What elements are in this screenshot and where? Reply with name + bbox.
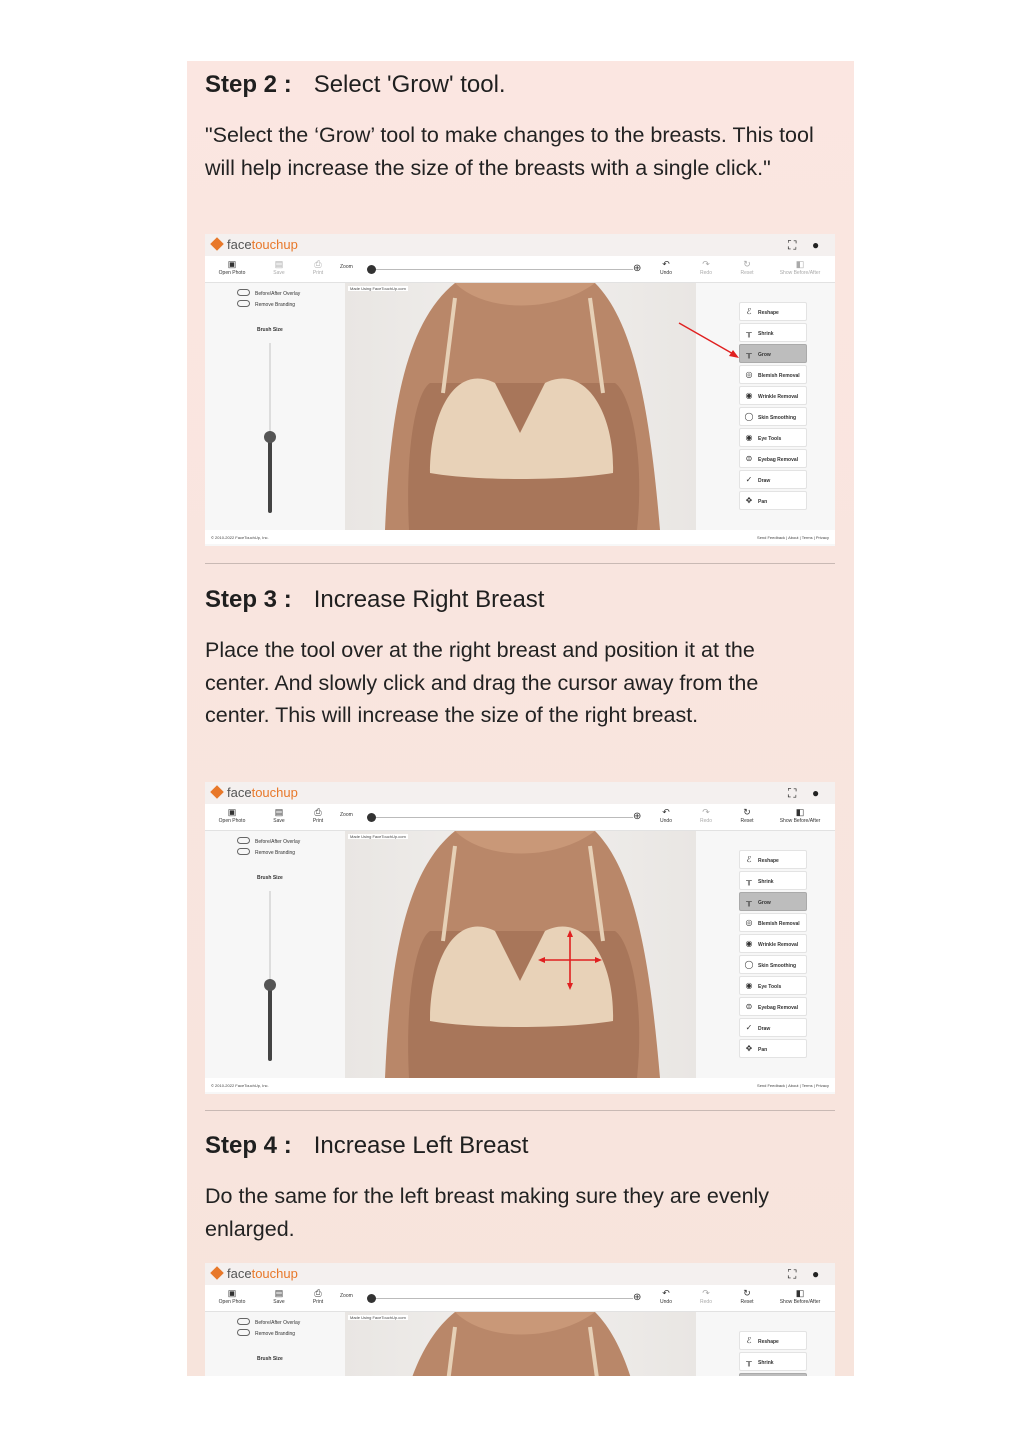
step-3-paragraph: Place the tool over at the right breast and position it at the center. And slowly click and drag the cursor away from the center. This will increase the size of the right breast.: [205, 638, 759, 727]
zoom-label: Zoom: [340, 264, 353, 270]
logo-text-b: touchup: [251, 785, 298, 800]
app-toolbar: [205, 1285, 835, 1312]
remove-branding-toggle[interactable]: Remove Branding: [237, 848, 295, 856]
open-photo-button[interactable]: [212, 807, 252, 824]
brush-size-label: Brush Size: [257, 327, 283, 333]
photo-canvas[interactable]: [345, 1312, 696, 1376]
app-footer: [205, 530, 835, 544]
zoom-slider-track[interactable]: [375, 269, 633, 270]
copyright-text: © 2010-2022 FaceTouchUp, Inc.: [211, 1083, 269, 1088]
print-label: Print: [312, 270, 324, 276]
print-button[interactable]: [298, 807, 338, 824]
zoom-slider-handle[interactable]: [367, 265, 376, 274]
before-after-overlay-toggle[interactable]: Before/After Overlay: [237, 289, 300, 297]
reset-label: Reset: [740, 1299, 754, 1305]
redo-icon: ↷: [702, 807, 710, 817]
redo-button[interactable]: [686, 259, 726, 276]
zoom-slider-handle[interactable]: [367, 813, 376, 822]
pan-icon: ✥: [745, 1044, 753, 1053]
reset-icon: ↻: [743, 807, 751, 817]
step-3-label: Step 3 :: [205, 586, 292, 613]
tool-draw[interactable]: ✓ Draw: [739, 1018, 807, 1037]
remove-branding-toggle[interactable]: Remove Branding: [237, 300, 295, 308]
tool-shrink[interactable]: ╥ Shrink: [739, 323, 807, 342]
save-label: Save: [273, 270, 285, 276]
made-using-watermark: Made Using FaceTouchUp.com: [350, 286, 406, 291]
tool-reshape[interactable]: ℰ Reshape: [739, 302, 807, 321]
torso-photo: [345, 283, 696, 530]
redo-label: Redo: [700, 270, 712, 276]
zoom-in-icon[interactable]: ⊕: [633, 811, 642, 822]
camera-icon: ▣: [227, 259, 237, 269]
tool-eyebag-removal[interactable]: ⊜ Eyebag Removal: [739, 449, 807, 468]
photo-canvas[interactable]: [345, 831, 696, 1078]
before-after-overlay-toggle[interactable]: Before/After Overlay: [237, 1318, 300, 1326]
copyright-text: © 2010-2022 FaceTouchUp, Inc.: [211, 535, 269, 540]
logo-text-b: touchup: [251, 1266, 298, 1281]
torso-photo: [345, 831, 696, 1078]
open-photo-label: Open Photo: [218, 1299, 246, 1305]
eyebag-icon: ⊜: [745, 1002, 753, 1011]
photo-canvas[interactable]: [345, 283, 696, 530]
logo-cube-icon: [210, 1266, 224, 1280]
show-before-after-label: Show Before/After: [779, 1299, 821, 1305]
reset-button[interactable]: [727, 1288, 767, 1305]
app-logo: [211, 237, 298, 252]
blemish-icon: ◎: [745, 918, 753, 927]
draw-icon: ✓: [745, 475, 753, 484]
zoom-in-icon[interactable]: ⊕: [633, 1292, 642, 1303]
zoom-slider-track[interactable]: [375, 817, 633, 818]
reset-button[interactable]: [727, 259, 767, 276]
brush-size-label: Brush Size: [257, 1356, 283, 1362]
app-topbar: [205, 234, 835, 256]
skin-icon: ◯: [744, 960, 754, 969]
tool-blemish-removal[interactable]: ◎ Blemish Removal: [739, 913, 807, 932]
tool-shrink[interactable]: ╥ Shrink: [739, 871, 807, 890]
eyebag-icon: ⊜: [745, 454, 753, 463]
redo-icon: ↷: [702, 1288, 710, 1298]
tool-wrinkle-removal[interactable]: ◉ Wrinkle Removal: [739, 386, 807, 405]
show-before-after-button[interactable]: [771, 1288, 829, 1305]
app-screenshot-1: [205, 234, 835, 546]
step-3-title: Increase Right Breast: [313, 586, 545, 613]
undo-label: Undo: [660, 818, 672, 824]
tool-eye-tools[interactable]: ◉ Eye Tools: [739, 428, 807, 447]
torso-photo: [345, 1312, 696, 1376]
reshape-icon: ℰ: [746, 855, 752, 864]
account-icon[interactable]: ●: [812, 1267, 820, 1281]
save-button[interactable]: [259, 259, 299, 276]
made-using-watermark: Made Using FaceTouchUp.com: [350, 834, 406, 839]
open-photo-label: Open Photo: [218, 270, 246, 276]
app-footer: [205, 1078, 835, 1092]
save-button[interactable]: [259, 1288, 299, 1305]
app-topbar: [205, 1263, 835, 1285]
step-4-heading: [205, 1132, 528, 1160]
app-toolbar: [205, 256, 835, 283]
save-icon: ▤: [274, 259, 284, 269]
show-before-after-label: Show Before/After: [779, 818, 821, 824]
show-before-after-button[interactable]: [771, 807, 829, 824]
blemish-icon: ◎: [745, 370, 753, 379]
redo-button[interactable]: [686, 1288, 726, 1305]
tool-grow[interactable]: [739, 1373, 807, 1376]
undo-icon: ↶: [662, 1288, 670, 1298]
undo-icon: ↶: [662, 259, 670, 269]
step-4-title: Increase Left Breast: [313, 1132, 529, 1159]
shrink-icon: ╥: [746, 876, 752, 885]
zoom-label: Zoom: [340, 1293, 353, 1299]
pan-icon: ✥: [745, 496, 753, 505]
brush-size-label: Brush Size: [257, 875, 283, 881]
print-label: Print: [312, 1299, 324, 1305]
undo-icon: ↶: [662, 807, 670, 817]
open-photo-label: Open Photo: [218, 818, 246, 824]
app-toolbar: [205, 804, 835, 831]
before-after-overlay-toggle[interactable]: Before/After Overlay: [237, 837, 300, 845]
zoom-label: Zoom: [340, 812, 353, 818]
grow-icon: ╥: [746, 897, 752, 906]
app-logo: [211, 1266, 298, 1281]
undo-button[interactable]: [646, 807, 686, 824]
step-3-heading: [205, 586, 544, 614]
app-topbar: [205, 782, 835, 804]
tool-reshape[interactable]: ℰ Reshape: [739, 850, 807, 869]
eye-icon: ◉: [745, 433, 753, 442]
step-4-paragraph: Do the same for the left breast making sure they are evenly enlarged.: [205, 1184, 770, 1241]
save-label: Save: [273, 1299, 285, 1305]
brush-size-handle[interactable]: [264, 431, 276, 443]
fullscreen-icon[interactable]: ⛶: [788, 238, 797, 252]
camera-icon: ▣: [227, 1288, 237, 1298]
grow-icon: ╥: [746, 349, 752, 358]
logo-text-a: face: [227, 237, 252, 252]
app-screenshot-3: [205, 1263, 835, 1376]
logo-text-a: face: [227, 1266, 252, 1281]
tool-grow[interactable]: ╥ Grow: [739, 344, 807, 363]
print-label: Print: [312, 818, 324, 824]
save-icon: ▤: [274, 807, 284, 817]
tool-eye-tools[interactable]: ◉ Eye Tools: [739, 976, 807, 995]
tutorial-page: [187, 61, 854, 1376]
save-button[interactable]: [259, 807, 299, 824]
logo-cube-icon: [210, 785, 224, 799]
undo-button[interactable]: [646, 259, 686, 276]
reset-label: Reset: [740, 270, 754, 276]
compare-icon: ◧: [795, 259, 805, 269]
redo-label: Redo: [700, 818, 712, 824]
fullscreen-icon[interactable]: ⛶: [788, 786, 797, 800]
fullscreen-icon[interactable]: ⛶: [788, 1267, 797, 1281]
undo-label: Undo: [660, 270, 672, 276]
tool-eyebag-removal[interactable]: ⊜ Eyebag Removal: [739, 997, 807, 1016]
show-before-after-button[interactable]: [771, 259, 829, 276]
redo-label: Redo: [700, 1299, 712, 1305]
made-using-watermark: Made Using FaceTouchUp.com: [350, 1315, 406, 1320]
brush-size-handle[interactable]: [264, 979, 276, 991]
reset-label: Reset: [740, 818, 754, 824]
app-screenshot-2: [205, 782, 835, 1094]
save-icon: ▤: [274, 1288, 284, 1298]
divider-1: [205, 563, 835, 564]
red-arrow-annotation: [675, 319, 745, 364]
brush-size-fill: [268, 435, 272, 513]
remove-branding-toggle[interactable]: Remove Branding: [237, 1329, 295, 1337]
shrink-icon: ╥: [746, 328, 752, 337]
reshape-icon: ℰ: [746, 307, 752, 316]
footer-links[interactable]: Send Feedback | About | Terms | Privacy: [757, 535, 829, 540]
eye-icon: ◉: [745, 981, 753, 990]
logo-text-b: touchup: [251, 237, 298, 252]
reset-icon: ↻: [743, 1288, 751, 1298]
print-icon: ⎙: [314, 807, 322, 817]
tool-pan[interactable]: ✥ Pan: [739, 491, 807, 510]
draw-icon: ✓: [745, 1023, 753, 1032]
tool-shrink[interactable]: ╥ Shrink: [739, 1352, 807, 1371]
compare-icon: ◧: [795, 807, 805, 817]
reset-button[interactable]: [727, 807, 767, 824]
logo-cube-icon: [210, 237, 224, 251]
divider-2: [205, 1110, 835, 1111]
logo-text-a: face: [227, 785, 252, 800]
print-icon: ⎙: [314, 259, 322, 269]
brush-size-fill: [268, 983, 272, 1061]
tool-draw[interactable]: ✓ Draw: [739, 470, 807, 489]
step-2-title: Select 'Grow' tool.: [313, 71, 506, 98]
skin-icon: ◯: [744, 412, 754, 421]
tool-wrinkle-removal[interactable]: ◉ Wrinkle Removal: [739, 934, 807, 953]
redo-icon: ↷: [702, 259, 710, 269]
wrinkle-icon: ◉: [745, 939, 753, 948]
print-icon: ⎙: [314, 1288, 322, 1298]
camera-icon: ▣: [227, 807, 237, 817]
tool-pan[interactable]: ✥ Pan: [739, 1039, 807, 1058]
zoom-slider-handle[interactable]: [367, 1294, 376, 1303]
wrinkle-icon: ◉: [745, 391, 753, 400]
account-icon[interactable]: ●: [812, 238, 820, 252]
undo-button[interactable]: [646, 1288, 686, 1305]
reset-icon: ↻: [743, 259, 751, 269]
open-photo-button[interactable]: [212, 259, 252, 276]
step-4-label: Step 4 :: [205, 1132, 292, 1159]
save-label: Save: [273, 818, 285, 824]
step-2-heading: [205, 71, 506, 99]
zoom-slider-track[interactable]: [375, 1298, 633, 1299]
reshape-icon: ℰ: [746, 1336, 752, 1345]
zoom-in-icon[interactable]: ⊕: [633, 263, 642, 274]
print-button[interactable]: [298, 259, 338, 276]
app-logo: [211, 785, 298, 800]
footer-links[interactable]: Send Feedback | About | Terms | Privacy: [757, 1083, 829, 1088]
undo-label: Undo: [660, 1299, 672, 1305]
open-photo-button[interactable]: [212, 1288, 252, 1305]
redo-button[interactable]: [686, 807, 726, 824]
account-icon[interactable]: ●: [812, 786, 820, 800]
tool-blemish-removal[interactable]: ◎ Blemish Removal: [739, 365, 807, 384]
tool-grow[interactable]: ╥ Grow: [739, 892, 807, 911]
compare-icon: ◧: [795, 1288, 805, 1298]
print-button[interactable]: [298, 1288, 338, 1305]
step-2-paragraph: "Select the ‘Grow’ tool to make changes to the breasts. This tool will help increase the size of the breasts with a single click.": [205, 123, 814, 180]
show-before-after-label: Show Before/After: [779, 270, 821, 276]
tool-reshape[interactable]: ℰ Reshape: [739, 1331, 807, 1350]
tool-skin-smoothing[interactable]: ◯ Skin Smoothing: [739, 955, 807, 974]
shrink-icon: ╥: [746, 1357, 752, 1366]
tool-skin-smoothing[interactable]: ◯ Skin Smoothing: [739, 407, 807, 426]
step-2-label: Step 2 :: [205, 71, 292, 98]
